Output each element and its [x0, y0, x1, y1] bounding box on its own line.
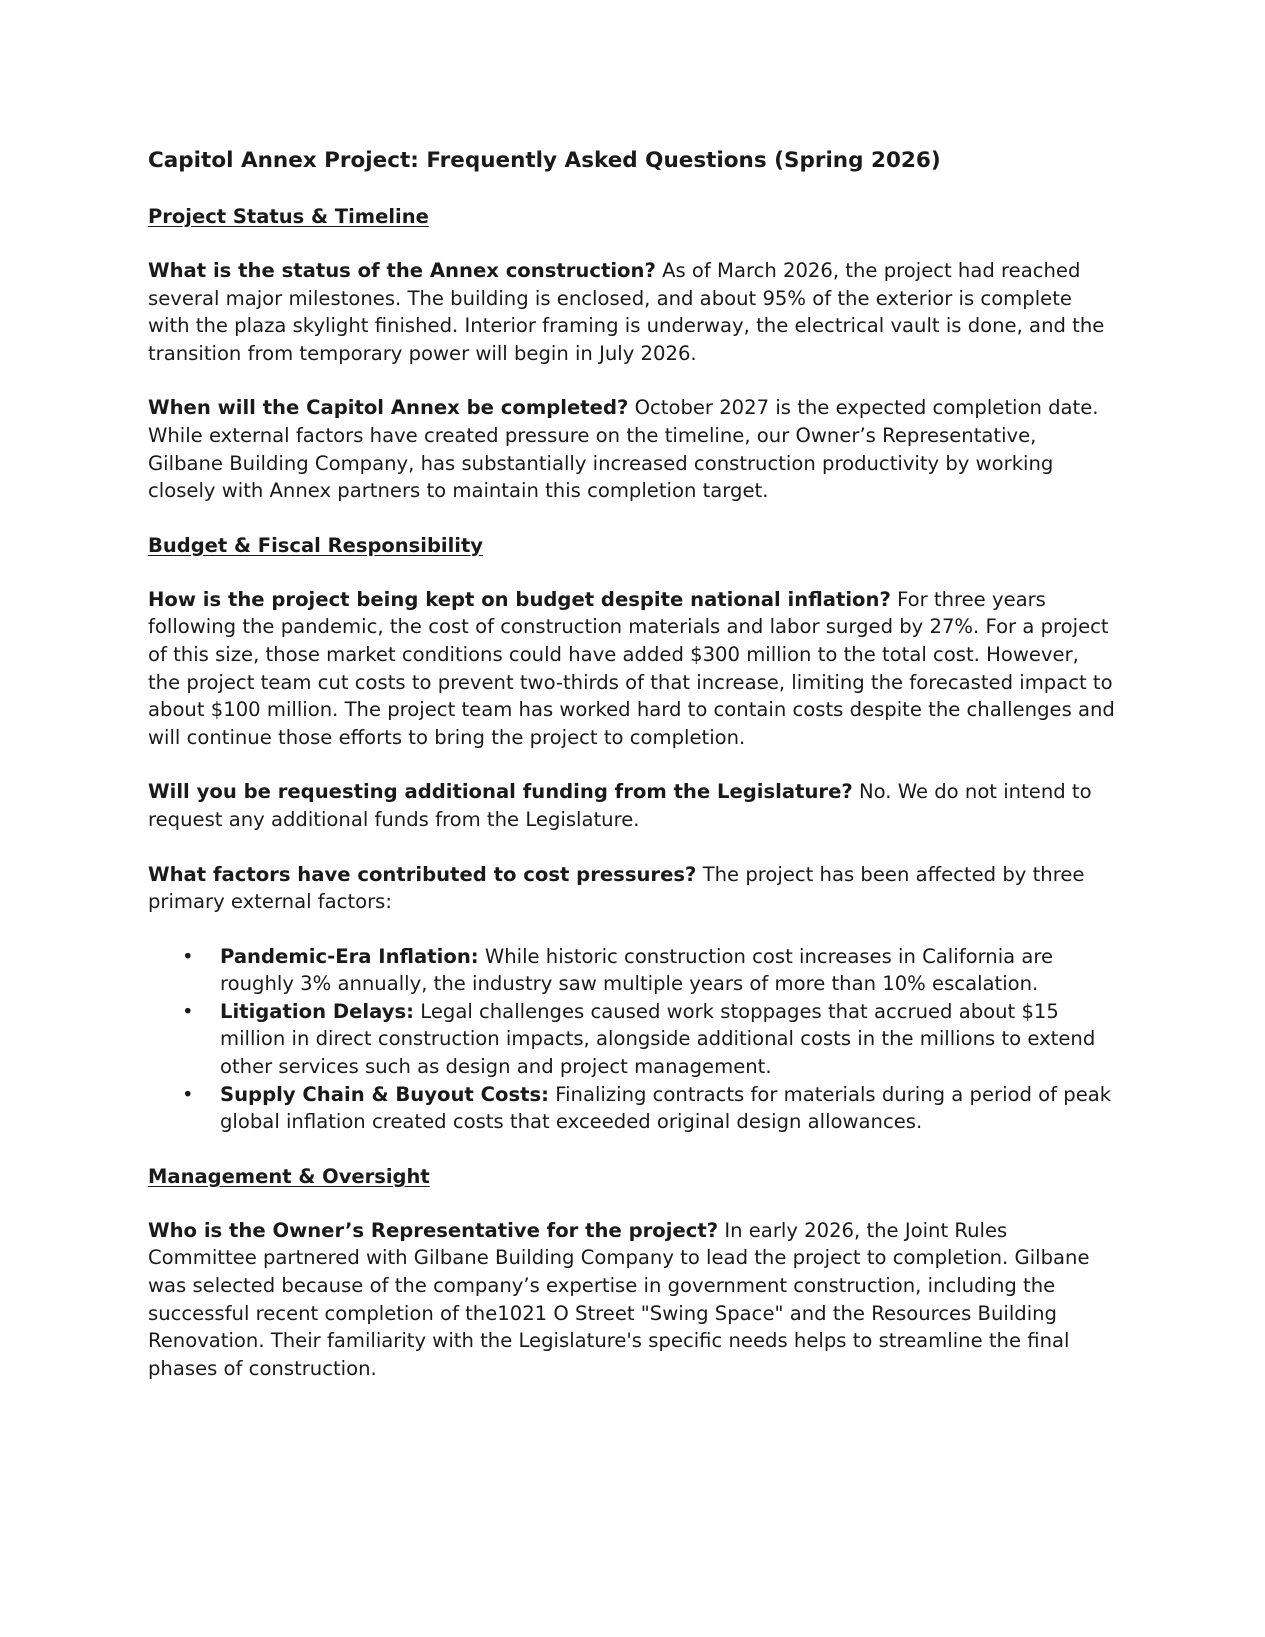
document-title: Capitol Annex Project: Frequently Asked Questions (Spring 2026) — [148, 148, 941, 173]
faq-question: What is the status of the Annex construction? — [148, 259, 656, 282]
faq-item — [148, 394, 1115, 504]
list-item-text: While historic construction cost increases in California are roughly 3% annually, the industry saw multiple years of more than 10% escalation. — [220, 944, 1054, 996]
section-heading-budget: Budget & Fiscal Responsibility — [148, 533, 484, 557]
faq-answer: No. We do not intend to request any additional funds from the Legislature. — [148, 780, 1092, 831]
faq-item — [148, 778, 1115, 833]
faq-item — [148, 1217, 1115, 1383]
list-item-text: Legal challenges caused work stoppages that accrued about $15 million in direct construction impacts, alongside additional costs in the millions to extend other services such as design and project management. — [220, 999, 1096, 1079]
faq-question: How is the project being kept on budget despite national inflation? — [148, 587, 891, 611]
faq-answer: In early 2026, the Joint Rules Committee partnered with Gilbane Building Company to lead the project to completion. Gilbane was selected because of the company’s expertise in government construction, including the successful recent completion of the1021 O Street "Swing Space" and the Resources Building Renovation. Their familiarity with the Legislature's specific needs helps to streamline the final phases of construction. — [148, 1218, 1090, 1380]
list-item — [220, 943, 1115, 998]
faq-answer: The project has been affected by three primary external factors: — [148, 862, 1085, 914]
faq-item — [148, 257, 1115, 367]
faq-question: What factors have contributed to cost pressures? — [148, 862, 697, 886]
faq-question: Who is the Owner’s Representative for the project? — [148, 1218, 719, 1242]
list-item — [220, 1081, 1115, 1136]
faq-item — [148, 586, 1115, 752]
faq-answer: October 2027 is the expected completion date. While external factors have created pressure on the timeline, our Owner’s Representative, Gilbane Building Company, has substantially increased construction productivity by working closely with Annex partners to maintain this completion target. — [148, 396, 1099, 503]
cost-factors-list — [148, 943, 1115, 1136]
section-heading-management: Management & Oversight — [148, 1164, 430, 1188]
section-heading-status: Project Status & Timeline — [148, 205, 429, 228]
list-item-term: Pandemic-Era Inflation: — [220, 944, 479, 968]
faq-question: When will the Capitol Annex be completed? — [148, 396, 629, 420]
faq-question: Will you be requesting additional funding from the Legislature? — [148, 780, 853, 804]
list-item-text: Finalizing contracts for materials during a period of peak global inflation created costs that exceeded original design allowances. — [220, 1082, 1112, 1134]
faq-answer: For three years following the pandemic, the cost of construction materials and labor surged by 27%. For a project of this size, those market conditions could have added $300 million to the total cost. However, the project team cut costs to prevent two-thirds of that increase, limiting the forecasted impact to about $100 million. The project team has worked hard to contain costs despite the challenges and will continue those efforts to bring the project to completion. — [148, 587, 1115, 749]
list-item — [220, 998, 1115, 1081]
list-item-term: Litigation Delays: — [220, 999, 415, 1023]
faq-answer: As of March 2026, the project had reached several major milestones. The building is enclosed, and about 95% of the exterior is complete with the plaza skylight finished. Interior framing is underway, the electrical vault is done, and the transition from temporary power will begin in July 2026. — [148, 259, 1105, 365]
list-item-term: Supply Chain & Buyout Costs: — [220, 1082, 549, 1106]
faq-item — [148, 861, 1115, 916]
